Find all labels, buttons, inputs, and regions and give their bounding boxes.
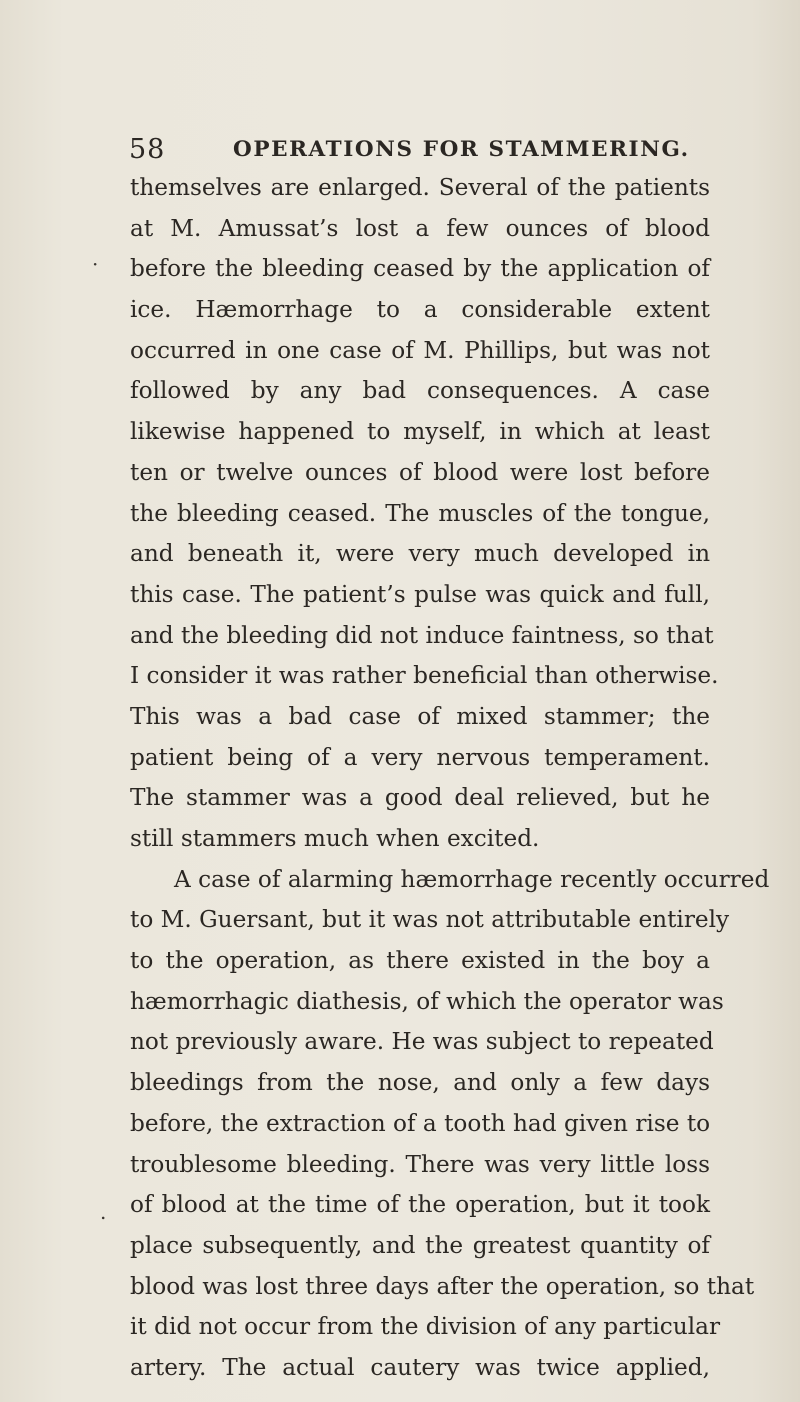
text-line: followed by any bad consequences. A case [130,377,710,405]
text-line: to the operation, as there existed in the boy a [130,947,710,975]
text-line: The stammer was a good deal relieved, but he [130,784,710,812]
text-line: to M. Guersant, but it was not attributable entirely [130,906,730,934]
text-line: at M. Amussat’s lost a few ounces of blood [130,214,710,242]
margin-speck: · [92,252,99,276]
text-line: bleedings from the nose, and only a few days [130,1069,710,1097]
running-head: OPERATIONS FOR STAMMERING. [233,137,690,162]
paragraph-end-line: still stammers much when excited. [130,825,540,852]
text-line: this case. The patient’s pulse was quick and full, [130,580,710,608]
text-line: the bleeding ceased. The muscles of the tongue, [130,499,710,527]
text-line: ten or twelve ounces of blood were lost before [130,458,710,486]
text-line: blood was lost three days after the operation, so that [130,1272,755,1300]
text-line: not previously aware. He was subject to repeated [130,1028,714,1056]
body-text [130,168,770,1389]
page-number: 58 [129,134,166,165]
text-line: before, the extraction of a tooth had given rise to [130,1109,711,1137]
text-line: artery. The actual cautery was twice applied, [130,1353,710,1381]
text-line: and the bleeding did not induce faintness, so that [130,621,714,649]
text-line: of blood at the time of the operation, but it took [130,1191,710,1219]
text-line: I consider it was rather beneficial than otherwise. [130,662,719,690]
text-line: themselves are enlarged. Several of the patients [130,174,710,201]
text-line: before the bleeding ceased by the application of [130,255,710,283]
text-line: and beneath it, were very much developed in [130,540,710,568]
text-line: This was a bad case of mixed stammer; the [130,702,710,730]
text-line: it did not occur from the division of any particular [130,1313,721,1341]
margin-dash: . [100,1200,107,1224]
text-line: ice. Hæmorrhage to a considerable extent [130,296,710,324]
text-line: troublesome bleeding. There was very little loss [130,1150,710,1178]
text-line: likewise happened to myself, in which at least [130,418,710,446]
paragraph-start-line: A case of alarming hæmorrhage recently occurred [174,865,770,893]
text-line: hæmorrhagic diathesis, of which the operator was [130,987,724,1015]
text-line: patient being of a very nervous temperament. [130,743,710,771]
text-line: place subsequently, and the greatest quantity of [130,1231,710,1259]
text-line: occurred in one case of M. Phillips, but was not [130,336,710,364]
